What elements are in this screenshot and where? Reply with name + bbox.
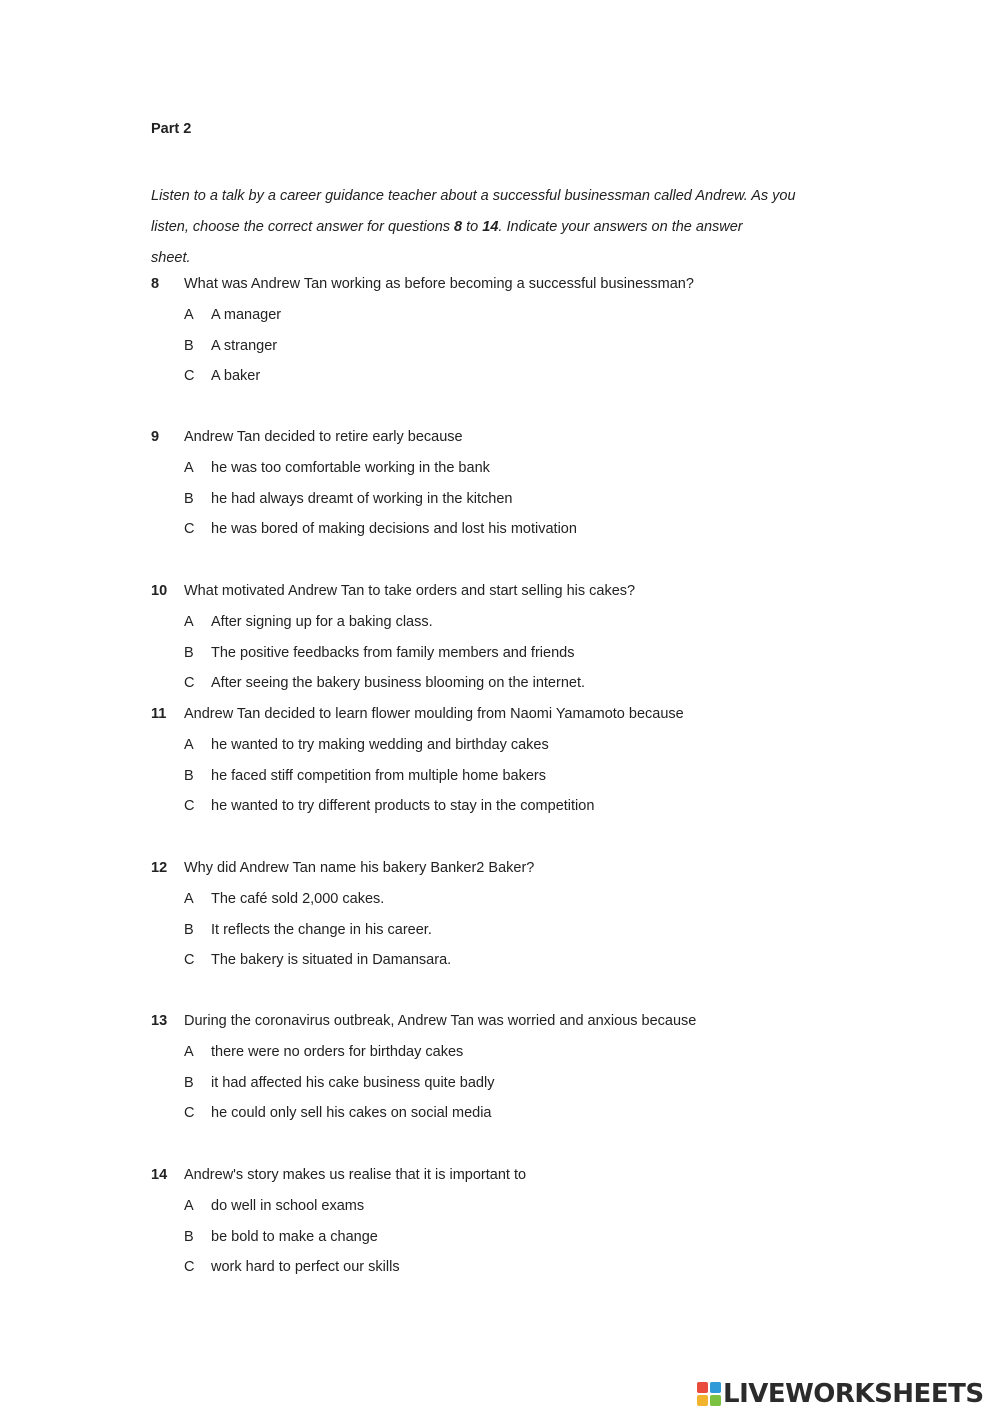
instructions-text: . Indicate your answers on the answer	[498, 218, 743, 235]
question-number: 13	[151, 1013, 168, 1029]
option-letter: C	[184, 1105, 195, 1122]
option-letter: B	[184, 767, 194, 784]
option-b[interactable]	[151, 1068, 851, 1099]
option-text: he was bored of making decisions and lost his motivation	[211, 521, 577, 538]
option-c[interactable]	[151, 514, 851, 545]
question-text: What motivated Andrew Tan to take orders and start selling his cakes?	[184, 583, 636, 599]
option-c[interactable]	[151, 1252, 851, 1283]
question-text: Andrew Tan decided to learn flower moulding from Naomi Yamamoto because	[184, 706, 684, 722]
question-11	[151, 699, 851, 822]
page-title: Part 2	[151, 121, 192, 137]
option-letter: A	[184, 736, 194, 753]
question-text: Why did Andrew Tan name his bakery Banker2 Baker?	[184, 860, 535, 876]
instructions-line-1: Listen to a talk by a career guidance teacher about a successful businessman called Andrew. As you	[151, 188, 796, 204]
option-text: he had always dreamt of working in the kitchen	[211, 490, 513, 507]
option-text: work hard to perfect our skills	[211, 1259, 400, 1276]
question-text: Andrew's story makes us realise that it is important to	[184, 1167, 527, 1183]
option-text: The bakery is situated in Damansara.	[211, 952, 452, 969]
question-14	[151, 1160, 851, 1283]
question-number: 9	[151, 429, 160, 445]
option-letter: C	[184, 368, 195, 385]
logo-square-red	[697, 1382, 708, 1393]
question-number: 8	[151, 276, 160, 292]
option-text: After signing up for a baking class.	[211, 613, 433, 630]
liveworksheets-logo[interactable]	[697, 1378, 984, 1410]
logo-square-green	[710, 1395, 721, 1406]
option-text: he wanted to try making wedding and birthday cakes	[211, 736, 549, 753]
option-text: After seeing the bakery business blooming on the internet.	[211, 675, 586, 692]
option-letter: C	[184, 1259, 195, 1276]
option-text: It reflects the change in his career.	[211, 921, 432, 938]
option-letter: B	[184, 490, 194, 507]
question-number: 12	[151, 860, 168, 876]
option-letter: B	[184, 337, 194, 354]
question-number: 10	[151, 583, 168, 599]
question-stem	[151, 576, 851, 607]
question-8	[151, 269, 851, 392]
option-text: he wanted to try different products to stay in the competition	[211, 798, 595, 815]
question-12	[151, 853, 851, 976]
option-c[interactable]	[151, 1098, 851, 1129]
option-letter: B	[184, 1074, 194, 1091]
option-text: he was too comfortable working in the bank	[211, 459, 490, 476]
option-text: A baker	[211, 368, 261, 385]
option-text: be bold to make a change	[211, 1228, 378, 1245]
instructions-last-question: 14	[482, 218, 499, 235]
option-b[interactable]	[151, 915, 851, 946]
option-a[interactable]	[151, 1191, 851, 1222]
question-stem	[151, 1160, 851, 1191]
option-text: he faced stiff competition from multiple home bakers	[211, 767, 547, 784]
option-letter: C	[184, 675, 195, 692]
option-letter: A	[184, 890, 194, 907]
option-a[interactable]	[151, 607, 851, 638]
question-number: 11	[151, 706, 167, 722]
option-a[interactable]	[151, 1037, 851, 1068]
instructions-line-2	[151, 212, 841, 243]
instructions-line-3: sheet.	[151, 249, 191, 266]
logo-square-blue	[710, 1382, 721, 1393]
option-letter: C	[184, 952, 195, 969]
option-b[interactable]	[151, 638, 851, 669]
option-a[interactable]	[151, 300, 851, 331]
liveworksheets-logo-icon	[697, 1382, 721, 1406]
logo-square-yellow	[697, 1395, 708, 1406]
instructions-text: to	[462, 218, 483, 235]
option-letter: B	[184, 1228, 194, 1245]
option-text: there were no orders for birthday cakes	[211, 1043, 464, 1060]
question-text: Andrew Tan decided to retire early because	[184, 429, 463, 445]
option-letter: A	[184, 306, 194, 323]
option-letter: A	[184, 613, 194, 630]
question-stem	[151, 1006, 851, 1037]
question-number: 14	[151, 1167, 168, 1183]
option-a[interactable]	[151, 884, 851, 915]
question-stem	[151, 422, 851, 453]
option-letter: C	[184, 798, 195, 815]
question-9	[151, 422, 851, 545]
option-a[interactable]	[151, 453, 851, 484]
option-c[interactable]	[151, 791, 851, 822]
option-text: it had affected his cake business quite badly	[211, 1074, 495, 1091]
instructions-text: listen, choose the correct answer for questions	[151, 218, 455, 235]
brand-name: LIVEWORKSHEETS	[723, 1379, 984, 1409]
instructions	[151, 181, 841, 273]
question-stem	[151, 269, 851, 300]
option-c[interactable]	[151, 361, 851, 392]
question-text: What was Andrew Tan working as before becoming a successful businessman?	[184, 276, 694, 292]
question-stem	[151, 853, 851, 884]
option-text: A stranger	[211, 337, 278, 354]
option-b[interactable]	[151, 761, 851, 792]
option-b[interactable]	[151, 1222, 851, 1253]
option-text: do well in school exams	[211, 1197, 365, 1214]
option-letter: A	[184, 1197, 194, 1214]
option-text: he could only sell his cakes on social media	[211, 1105, 492, 1122]
instructions-first-question: 8	[454, 218, 463, 235]
option-a[interactable]	[151, 730, 851, 761]
option-b[interactable]	[151, 331, 851, 362]
option-text: The café sold 2,000 cakes.	[211, 890, 385, 907]
option-letter: A	[184, 1043, 194, 1060]
option-text: A manager	[211, 306, 282, 323]
option-letter: A	[184, 459, 194, 476]
question-13	[151, 1006, 851, 1129]
question-10	[151, 576, 851, 699]
option-c[interactable]	[151, 945, 851, 976]
option-letter: B	[184, 644, 194, 661]
option-text: The positive feedbacks from family members and friends	[211, 644, 575, 661]
option-letter: C	[184, 521, 195, 538]
question-stem	[151, 699, 851, 730]
option-b[interactable]	[151, 484, 851, 515]
option-letter: B	[184, 921, 194, 938]
option-c[interactable]	[151, 668, 851, 699]
question-text: During the coronavirus outbreak, Andrew Tan was worried and anxious because	[184, 1013, 697, 1029]
